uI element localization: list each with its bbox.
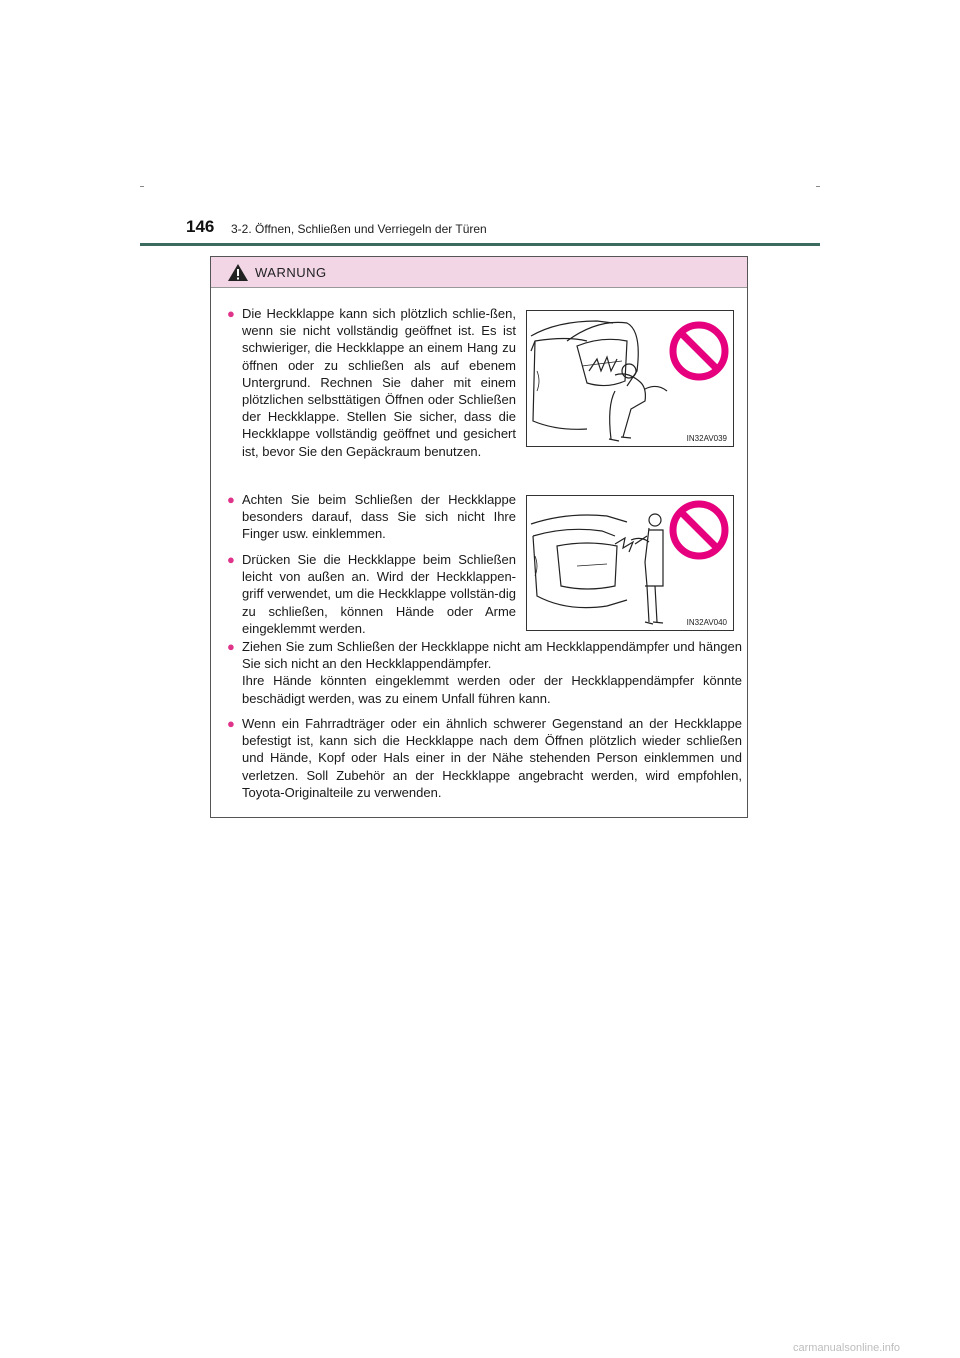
crop-mark-left xyxy=(140,186,144,187)
warning-box xyxy=(210,256,748,818)
figure-code: IN32AV040 xyxy=(686,618,727,627)
warning-item-1 xyxy=(227,305,516,460)
warning-item-continuation: Ihre Hände könnten eingeklemmt werden oder der Heckklappendämpfer könnte beschädigt werden, was zu einem Unfall führen kann. xyxy=(242,673,742,706)
figure-tailgate-closing xyxy=(526,310,734,447)
warning-title: WARNUNG xyxy=(255,264,327,280)
bullet-icon: ● xyxy=(227,492,235,507)
page-number: 146 xyxy=(186,217,215,236)
warning-item-4 xyxy=(227,638,742,707)
warning-triangle-icon xyxy=(227,263,249,282)
crop-mark-right xyxy=(816,186,820,187)
warning-item-text: Drücken Sie die Heckklappe beim Schließen leicht von außen an. Wird der Heckklappen-griff verwendet, um die Heckklappe vollstän-dig zu schließen, können Hände oder Arme eingeklemmt werden. xyxy=(242,552,516,636)
prohibition-icon xyxy=(673,504,725,556)
warning-item-5 xyxy=(227,715,742,801)
figure-illustration xyxy=(527,311,733,446)
warning-header xyxy=(211,257,747,288)
bullet-icon: ● xyxy=(227,639,235,654)
warning-item-3 xyxy=(227,551,516,637)
figure-code: IN32AV039 xyxy=(686,434,727,443)
warning-item-2 xyxy=(227,491,516,543)
bullet-icon: ● xyxy=(227,306,235,321)
bullet-icon: ● xyxy=(227,716,235,731)
footer-watermark: carmanualsonline.info xyxy=(793,1342,901,1354)
bullet-icon: ● xyxy=(227,552,235,567)
warning-item-text: Ziehen Sie zum Schließen der Heckklappe nicht am Heckklappendämpfer und hängen Sie sich nicht an den Heckklappendämpfer. xyxy=(242,639,742,672)
figure-illustration xyxy=(527,496,733,630)
figure-tailgate-pushing xyxy=(526,495,734,631)
warning-item-text: Wenn ein Fahrradträger oder ein ähnlich schwerer Gegenstand an der Heckklappe befestigt ist, kann sich die Heckklappe nach dem Öffnen plötzlich wieder schließen und Hände, Kopf oder Hals einer in der Nähe stehenden Person einklemmen und verletzen. Soll Zubehör an der Heckklappe angebracht werden, wird empfohlen, Toyota-Originalteile zu verwenden. xyxy=(242,716,742,800)
section-title: 3-2. Öffnen, Schließen und Verriegeln der Türen xyxy=(231,222,487,236)
warning-item-text: Achten Sie beim Schließen der Heckklappe besonders darauf, dass Sie sich nicht Ihre Finger usw. einklemmen. xyxy=(242,492,516,542)
warning-item-text: Die Heckklappe kann sich plötzlich schlie-ßen, wenn sie nicht vollständig geöffnet ist. Es ist schwieriger, die Heckklappe an einem Hang zu öffnen oder zu schließen als auf ebenem Untergrund. Rechnen Sie daher mit einem plötzlichen selbsttätigen Öffnen oder Schließen der Heckklappe. Stellen Sie sicher, dass die Heckklappe vollständig geöffnet und gesichert ist, bevor Sie den Gepäckraum benutzen. xyxy=(242,306,516,459)
prohibition-icon xyxy=(673,325,725,377)
header-rule xyxy=(140,243,820,246)
